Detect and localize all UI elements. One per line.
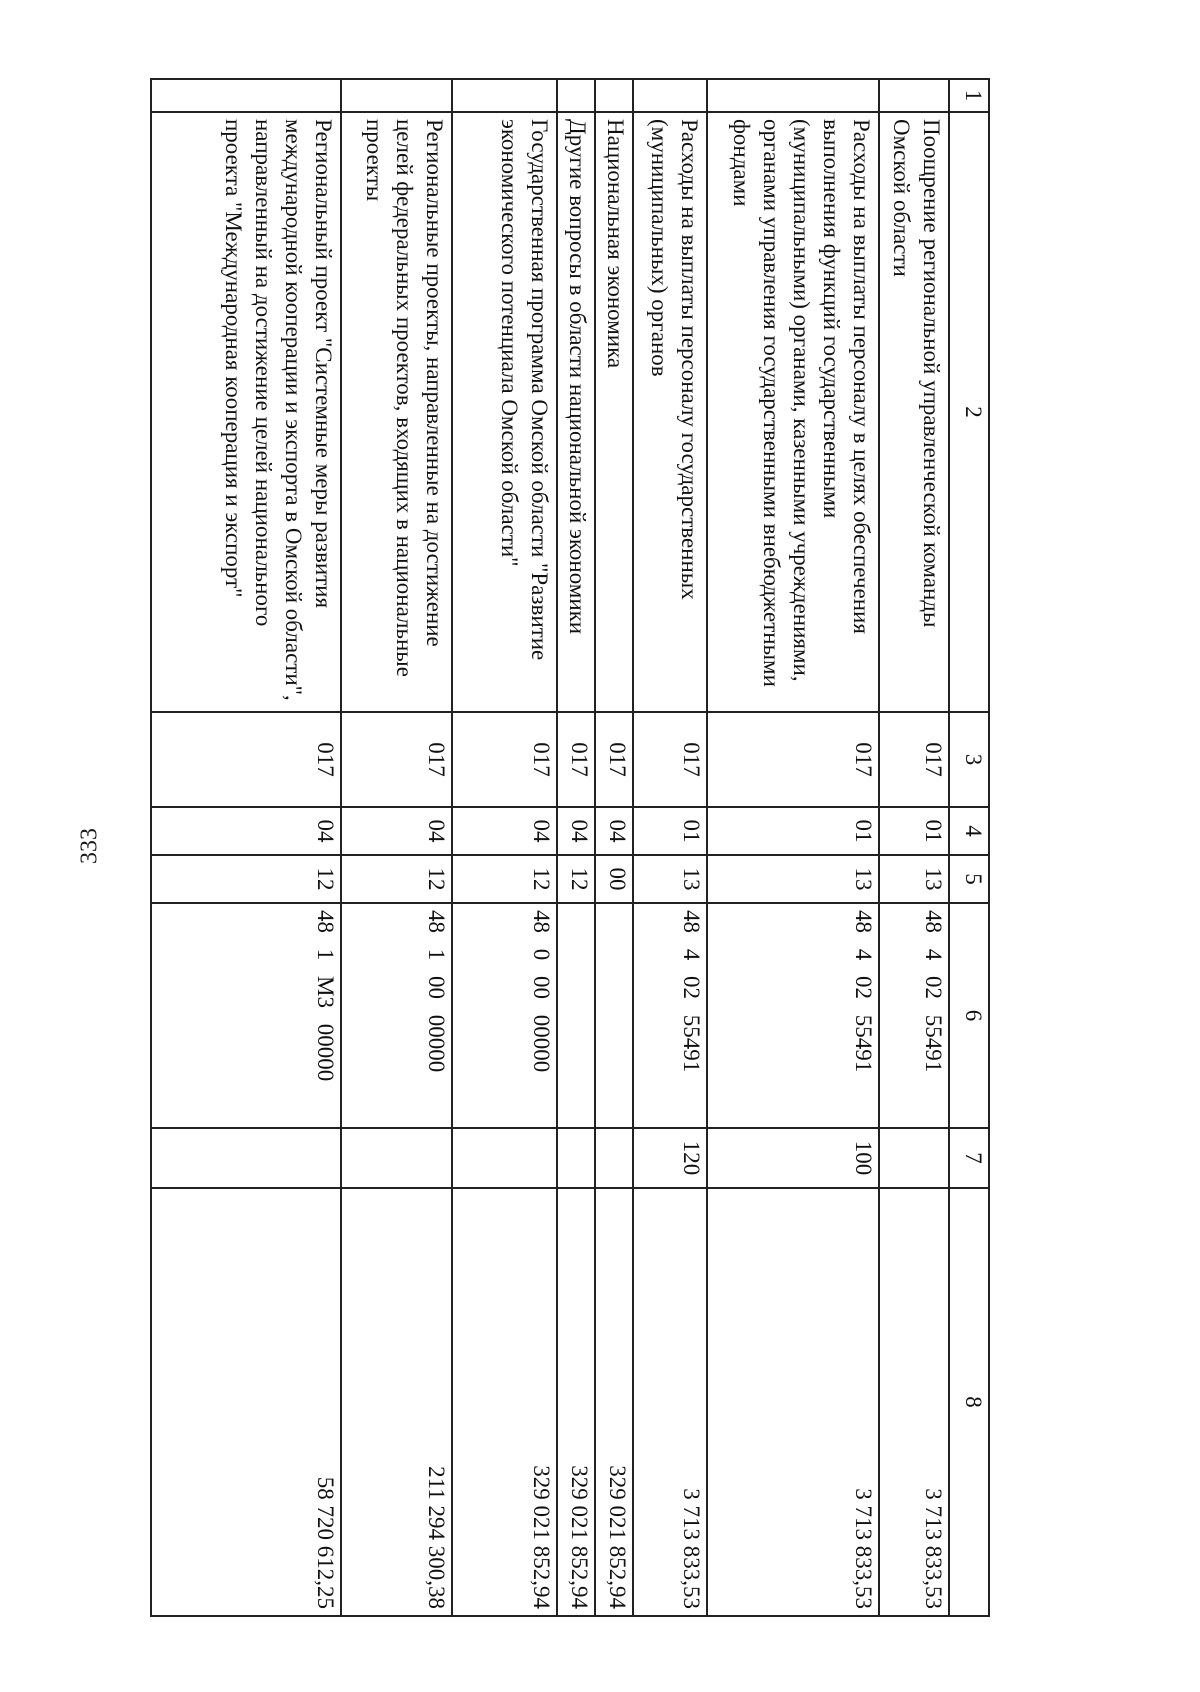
ministry-code-cell: 017 xyxy=(557,712,595,807)
ministry-code-cell: 017 xyxy=(707,712,879,807)
row-index-cell xyxy=(151,79,341,112)
row-index-cell xyxy=(341,79,452,112)
column-header: 8 xyxy=(949,1188,989,1616)
expense-name-cell: Региональный проект "Системные меры развития международной кооперации и экспорта в Омской области", направленный на достижение целей национального проекта "Международная кооперация и экспорт" xyxy=(151,112,341,712)
amount-cell: 58 720 612,25 xyxy=(151,1188,341,1616)
expense-type-cell xyxy=(151,1128,341,1188)
table-row xyxy=(452,79,558,1616)
budget-table xyxy=(150,78,990,1617)
target-article-cell: 48 4 02 55491 xyxy=(707,903,879,1128)
table-row xyxy=(879,79,949,1616)
column-header: 5 xyxy=(949,855,989,903)
ministry-code-cell: 017 xyxy=(452,712,558,807)
column-header: 2 xyxy=(949,112,989,712)
amount-cell: 3 713 833,53 xyxy=(707,1188,879,1616)
section-code-cell: 04 xyxy=(595,807,633,855)
row-index-cell xyxy=(557,79,595,112)
table-row xyxy=(707,79,879,1616)
section-code-cell: 04 xyxy=(151,807,341,855)
target-article-cell xyxy=(595,903,633,1128)
section-code-cell: 01 xyxy=(707,807,879,855)
header-row xyxy=(949,79,989,1616)
table-row xyxy=(151,79,341,1616)
target-article-cell: 48 1 М3 00000 xyxy=(151,903,341,1128)
amount-cell: 329 021 852,94 xyxy=(595,1188,633,1616)
expense-name-cell: Региональные проекты, направленные на достижение целей федеральных проектов, входящих в национальные проекты xyxy=(341,112,452,712)
expense-type-cell: 100 xyxy=(707,1128,879,1188)
column-header: 1 xyxy=(949,79,989,112)
section-code-cell: 04 xyxy=(341,807,452,855)
amount-cell: 3 713 833,53 xyxy=(633,1188,707,1616)
expense-name-cell: Государственная программа Омской области "Развитие экономического потенциала Омской области" xyxy=(452,112,558,712)
ministry-code-cell: 017 xyxy=(633,712,707,807)
target-article-cell: 48 4 02 55491 xyxy=(633,903,707,1128)
table-row xyxy=(633,79,707,1616)
table-row xyxy=(341,79,452,1616)
amount-cell: 329 021 852,94 xyxy=(557,1188,595,1616)
row-index-cell xyxy=(633,79,707,112)
expense-type-cell xyxy=(341,1128,452,1188)
expense-type-cell xyxy=(452,1128,558,1188)
expense-type-cell xyxy=(557,1128,595,1188)
expense-name-cell: Другие вопросы в области национальной экономики xyxy=(557,112,595,712)
page-number: 333 xyxy=(76,828,103,864)
expense-name-cell: Расходы на выплаты персоналу в целях обеспечения выполнения функций государственными (муниципальными) органами, казенными учреждениями, органами управления государственными внебюджетными фондами xyxy=(707,112,879,712)
ministry-code-cell: 017 xyxy=(879,712,949,807)
section-code-cell: 01 xyxy=(633,807,707,855)
amount-cell: 3 713 833,53 xyxy=(879,1188,949,1616)
target-article-cell: 48 4 02 55491 xyxy=(879,903,949,1128)
subsection-code-cell: 13 xyxy=(707,855,879,903)
row-index-cell xyxy=(595,79,633,112)
expense-type-cell xyxy=(879,1128,949,1188)
section-code-cell: 01 xyxy=(879,807,949,855)
budget-table-container xyxy=(150,78,990,1615)
row-index-cell xyxy=(879,79,949,112)
expense-name-cell: Поощрение региональной управленческой команды Омской области xyxy=(879,112,949,712)
expense-name-cell: Национальная экономика xyxy=(595,112,633,712)
row-index-cell xyxy=(707,79,879,112)
expense-type-cell: 120 xyxy=(633,1128,707,1188)
subsection-code-cell: 13 xyxy=(633,855,707,903)
column-header: 7 xyxy=(949,1128,989,1188)
subsection-code-cell: 00 xyxy=(595,855,633,903)
subsection-code-cell: 12 xyxy=(151,855,341,903)
expense-type-cell xyxy=(595,1128,633,1188)
ministry-code-cell: 017 xyxy=(151,712,341,807)
amount-cell: 329 021 852,94 xyxy=(452,1188,558,1616)
subsection-code-cell: 12 xyxy=(341,855,452,903)
row-index-cell xyxy=(452,79,558,112)
subsection-code-cell: 13 xyxy=(879,855,949,903)
target-article-cell: 48 1 00 00000 xyxy=(341,903,452,1128)
column-header: 3 xyxy=(949,712,989,807)
ministry-code-cell: 017 xyxy=(595,712,633,807)
subsection-code-cell: 12 xyxy=(452,855,558,903)
section-code-cell: 04 xyxy=(452,807,558,855)
table-row xyxy=(595,79,633,1616)
amount-cell: 211 294 300,38 xyxy=(341,1188,452,1616)
column-header: 6 xyxy=(949,903,989,1128)
section-code-cell: 04 xyxy=(557,807,595,855)
expense-name-cell: Расходы на выплаты персоналу государственных (муниципальных) органов xyxy=(633,112,707,712)
subsection-code-cell: 12 xyxy=(557,855,595,903)
target-article-cell xyxy=(557,903,595,1128)
column-header: 4 xyxy=(949,807,989,855)
target-article-cell: 48 0 00 00000 xyxy=(452,903,558,1128)
ministry-code-cell: 017 xyxy=(341,712,452,807)
table-row xyxy=(557,79,595,1616)
